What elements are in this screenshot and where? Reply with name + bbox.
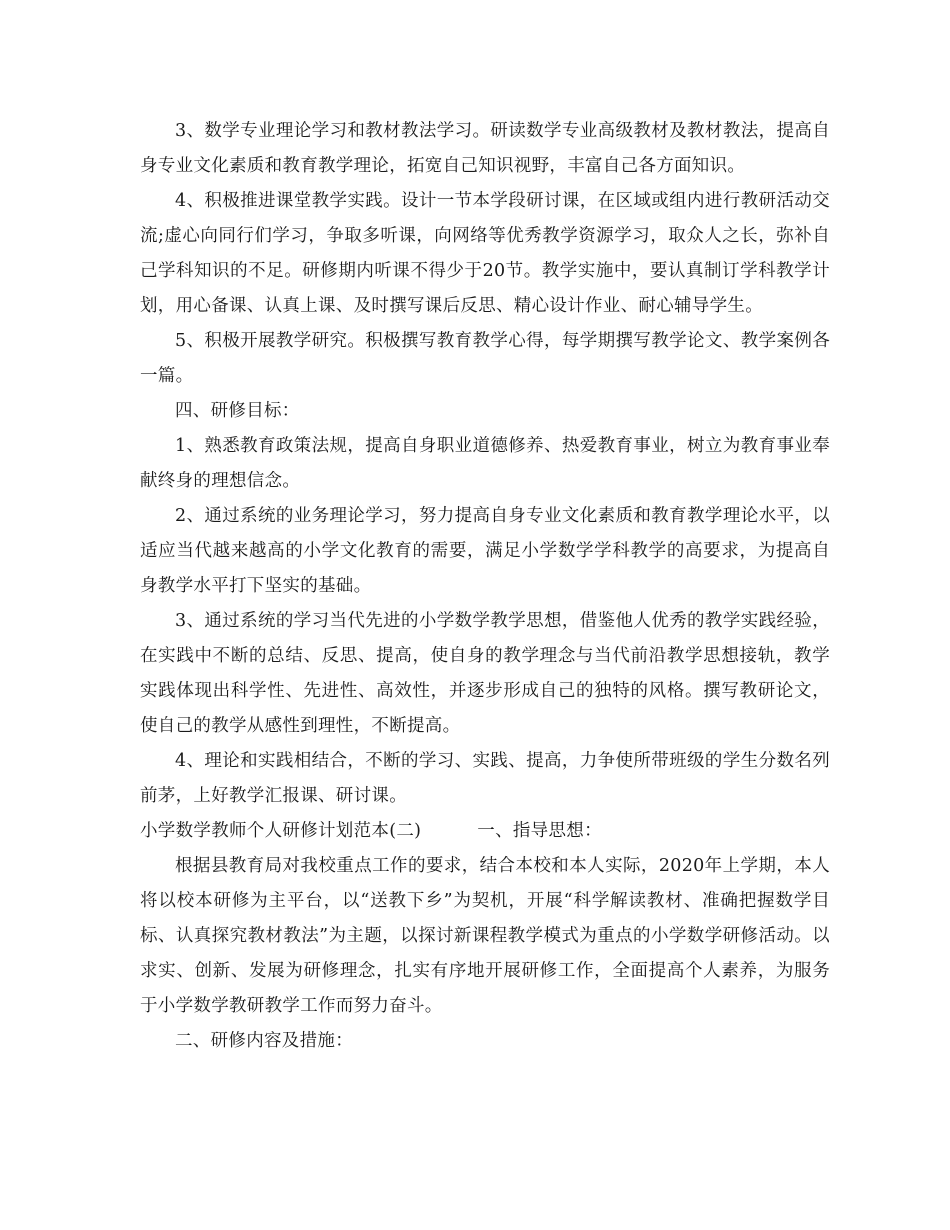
heading-research-goals: 四、研修目标： <box>175 401 300 421</box>
paragraph-goal-2: 2、通过系统的业务理论学习，努力提高自身专业文化素质和教育教学理论水平，以适应当代越来越高的小学文化教育的需要，满足小学数学学科教学的高要求，为提高自身教学水平打下坚实的基础。 <box>140 506 830 596</box>
paragraph-guiding-thought: 根据县教育局对我校重点工作的要求，结合本校和本人实际，2020年上学期，本人将以校本研修为主平台，以“送教下乡”为契机，开展“科学解读教材、准确把握数学目标、认真探究教材教法”为主题，以探讨新课程教学模式为重点的小学数学研修活动。以求实、创新、发展为研修理念，扎实有序地开展研修工作，全面提高个人素养，为服务于小学数学教研教学工作而努力奋斗。 <box>140 856 830 1016</box>
paragraph-goal-3: 3、通过系统的学习当代先进的小学数学教学思想，借鉴他人优秀的教学实践经验，在实践中不断的总结、反思、提高，使自身的教学理念与当代前沿教学思想接轨，教学实践体现出科学性、先进性、高效性，并逐步形成自己的独特的风格。撰写教研论文，使自己的教学从感性到理性，不断提高。 <box>140 611 830 736</box>
heading-research-content: 二、研修内容及措施： <box>175 1031 353 1051</box>
section-heading-line <box>140 814 830 849</box>
paragraph-teaching-research: 5、积极开展教学研究。积极撰写教育教学心得，每学期撰写教学论文、教学案例各一篇。 <box>140 331 830 386</box>
section-subtitle: 一、指导思想： <box>477 821 602 841</box>
section-title: 小学数学教师个人研修计划范本(二) <box>140 821 422 841</box>
document-body <box>140 114 830 1059</box>
paragraph-classroom-practice: 4、积极推进课堂教学实践。设计一节本学段研讨课，在区域或组内进行教研活动交流;虚心向同行们学习，争取多听课，向网络等优秀教学资源学习，取众人之长，弥补自己学科知识的不足。研修期内听课不得少于20节。教学实施中，要认真制订学科教学计划，用心备课、认真上课、及时撰写课后反思、精心设计作业、耐心辅导学生。 <box>140 191 830 316</box>
paragraph-study-materials: 3、数学专业理论学习和教材教法学习。研读数学专业高级教材及教材教法，提高自身专业文化素质和教育教学理论，拓宽自己知识视野，丰富自己各方面知识。 <box>140 121 830 176</box>
paragraph-goal-4: 4、理论和实践相结合，不断的学习、实践、提高，力争使所带班级的学生分数名列前茅，上好教学汇报课、研讨课。 <box>140 751 830 806</box>
paragraph-goal-1: 1、熟悉教育政策法规，提高自身职业道德修养、热爱教育事业，树立为教育事业奉献终身的理想信念。 <box>140 436 830 491</box>
